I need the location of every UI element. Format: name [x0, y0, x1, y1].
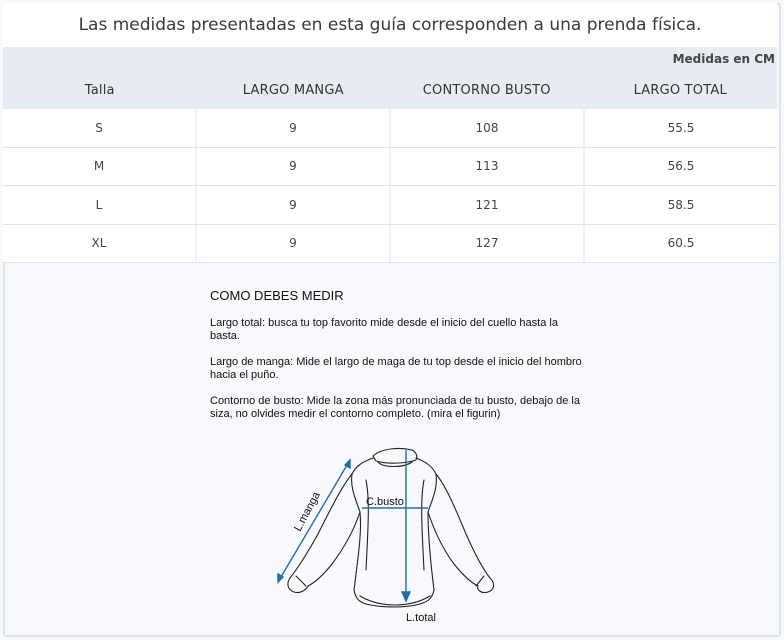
table-row [3, 225, 777, 264]
top-illustration-icon [270, 440, 520, 630]
cell-largo-manga: 9 [197, 148, 391, 186]
size-table-body [3, 109, 777, 263]
label-sleeve: L.manga [292, 489, 323, 534]
cell-contorno-busto: 127 [391, 225, 585, 263]
guide-largo-total: Largo total: busca tu top favorito mide desde el inicio del cuello hasta la basta. [210, 317, 558, 342]
cell-largo-total: 58.5 [585, 186, 777, 224]
cell-largo-manga: 9 [197, 225, 391, 263]
cell-contorno-busto: 108 [391, 109, 585, 147]
guide-title: COMO DEBES MEDIR [210, 288, 344, 303]
cell-talla: L [3, 186, 197, 224]
header-contorno-busto: CONTORNO BUSTO [422, 82, 551, 98]
cell-largo-total: 56.5 [585, 148, 777, 186]
table-row [3, 186, 777, 225]
header-largo-manga: LARGO MANGA [242, 82, 344, 98]
table-row [3, 109, 777, 148]
header-largo-total: LARGO TOTAL [633, 82, 727, 98]
cell-largo-total: 55.5 [585, 109, 777, 147]
garment-figure [270, 440, 520, 630]
header-talla: Talla [84, 82, 115, 98]
guide-contorno-busto: Contorno de busto: Mide la zona más pronunciada de tu busto, debajo de la siza, no olvides medir el contorno completo. (mira el figurin) [210, 395, 580, 420]
label-total: L.total [406, 612, 436, 624]
notice-text: Las medidas presentadas en esta guía corresponden a una prenda física. [3, 3, 777, 47]
cell-talla: M [3, 148, 197, 186]
cell-talla: XL [3, 225, 197, 263]
table-header [3, 71, 777, 109]
cell-largo-manga: 9 [197, 186, 391, 224]
cell-contorno-busto: 121 [391, 186, 585, 224]
cell-largo-total: 60.5 [585, 225, 777, 263]
label-bust: C.busto [366, 496, 404, 508]
measuring-guide [210, 288, 590, 434]
unit-label: Medidas en CM [3, 47, 777, 71]
cell-talla: S [3, 109, 197, 147]
guide-largo-manga: Largo de manga: Mide el largo de maga de tu top desde el inicio del hombro hacia el puño. [210, 356, 582, 381]
cell-largo-manga: 9 [197, 109, 391, 147]
cell-contorno-busto: 113 [391, 148, 585, 186]
table-row [3, 148, 777, 187]
